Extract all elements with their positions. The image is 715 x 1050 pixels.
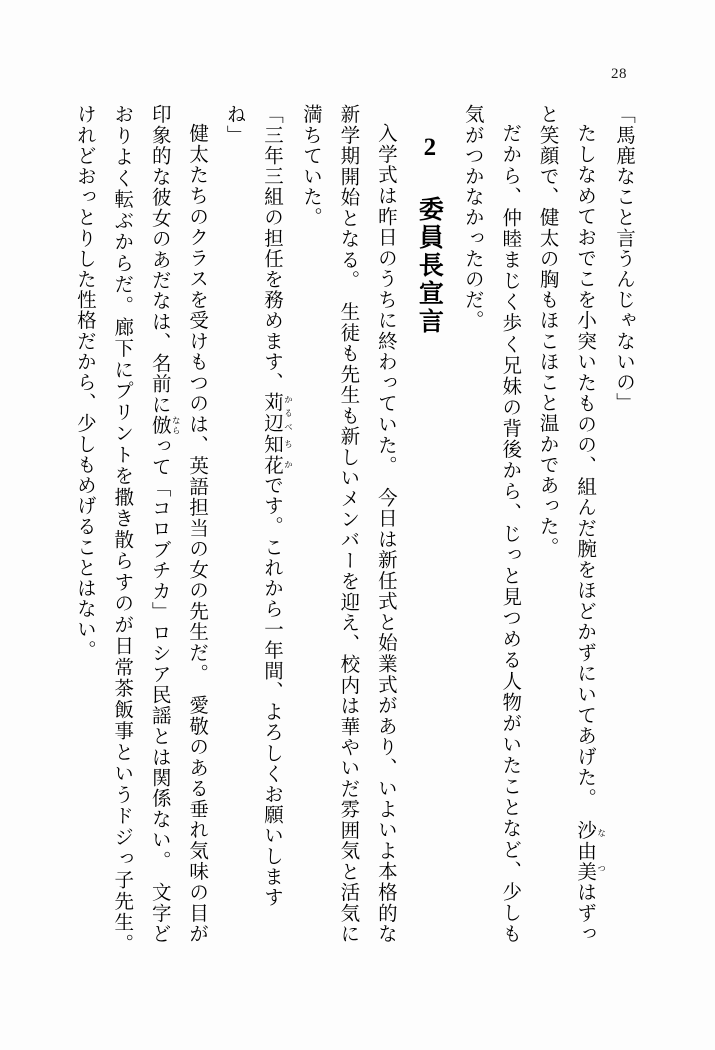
paragraph-4: 入学式は昨日のうちに終わっていた。 今日は新任式と始業式があり、いよいよ本格的な新学期開始となる。 生徒も先生も新しいメンバーを迎え、校内は華やいだ雰囲気と活気に満ちていた。 — [299, 104, 398, 944]
ruby-karube: 苅辺かるべ — [261, 392, 293, 434]
ruby-sayumi: 沙由美なつ — [574, 819, 606, 882]
paragraph-3: だから、仲睦まじく歩く兄妹の背後から、じっと見つめる人物がいたことなど、少しも気がつかなかったのだ。 — [461, 104, 523, 944]
ruby-naru: 倣なら — [148, 414, 181, 436]
page-number: 28 — [611, 66, 627, 82]
chapter-number: 2 — [416, 134, 444, 164]
paragraph-2: たしなめておでこを小突いたものの、組んだ腕をほどかずにいてあげた。 沙由美なつはずっと笑顔で、健太の胸もほこほこと温かであった。 — [536, 104, 606, 944]
paragraph-5: 健太たちのクラスを受けもつのは、英語担当の女の先生だ。 愛敬のある垂れ気味の目が印象的な彼女のあだなは、名前に倣ならって「コロブチカ」ロシア民謡とは関係ない。 文字どおりよく転ぶからだ。廊下にプリントを撒き散らすのが日常茶飯事というドジっ子先生。 けれどおっとりした性格だから、少しもめげることはない。 — [73, 104, 210, 965]
chapter-title: 委員長宣言 — [415, 196, 445, 336]
paragraph-dialogue-2: 「三年三組の担任を務めます、苅辺かるべ知花ちかです。これから一年間、よろしくお願いします ね」 — [223, 104, 293, 908]
ruby-chika: 知花ちか — [261, 433, 293, 475]
page-body-text — [73, 104, 643, 965]
paragraph-dialogue-1: 「馬鹿なこと言うんじゃないの」 — [613, 104, 636, 413]
chapter-heading — [411, 134, 449, 336]
